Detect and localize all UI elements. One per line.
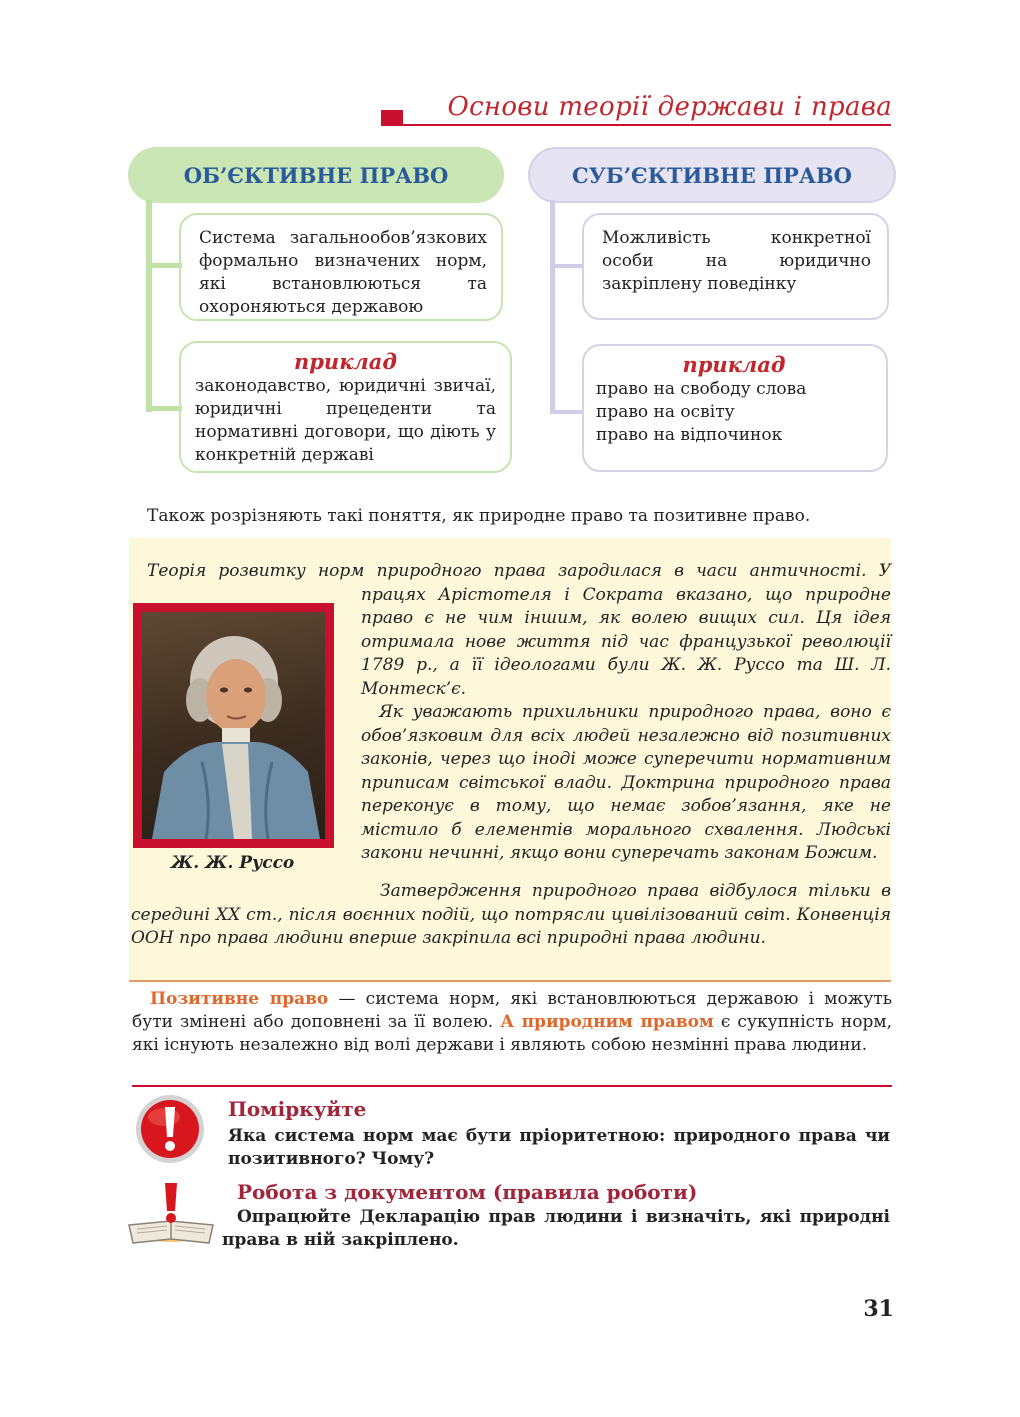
definition-positive-law: — система норм, які встановлюються державою і можуть бути змінені або доповнені за її волею. — [132, 989, 892, 1032]
subjective-tree-vertical — [550, 200, 555, 414]
subjective-tree-branch-1 — [550, 264, 583, 268]
natural-law-text — [361, 584, 891, 866]
term-natural-law: А природним правом — [500, 1012, 714, 1032]
document-work-title: Робота з документом (правила роботи) — [237, 1180, 698, 1204]
natural-law-paragraph-3: Затвердження природного права відбулося тільки в середині XX ст., після воєнних подій, що потрясли цивілізований світ. Конвенція ООН про права людини вперше закріпила всі природні права людини. — [131, 881, 891, 948]
objective-example-title: приклад — [293, 349, 397, 374]
header-rule — [381, 124, 891, 126]
intro-paragraph: Також розрізняють такі поняття, як природне право та позитивне право. — [147, 506, 811, 526]
objective-example-text: законодавство, юридичні звичаї, юридичні прецеденти та нормативні договори, що діють у конкретній державі — [195, 376, 496, 465]
page-number: 31 — [863, 1296, 894, 1322]
natural-law-paragraph-2: Як уважають прихильники природного права, воно є обов’язковим для всіх людей незалежно від позитивних законів, через що іноді може суперечити нормативним приписам світської влади. Доктрина природного права переконує в тому, що немає зобов’язання, яке не містило б елементів морального схвалення. Людські закони нечинні, якщо вони суперечать законам Божим. — [361, 702, 891, 863]
objective-law-heading: ОБ’ЄКТИВНЕ ПРАВО — [128, 147, 504, 203]
definition-natural-law: є сукупність норм, які існують незалежно від волі держави і являють собою незмінні права людини. — [132, 1012, 892, 1055]
subjective-example-box — [582, 344, 888, 472]
definitions-rule — [132, 1085, 892, 1087]
objective-definition-box: Система загальнообов’язкових формально визначених норм, які встановлюються та охороняються державою — [179, 213, 503, 321]
natural-law-box-rule — [129, 980, 891, 982]
rousseau-portrait — [142, 612, 325, 839]
subjective-example-item: право на відпочинок — [596, 425, 783, 445]
definitions-paragraph — [132, 988, 892, 1057]
subjective-example-title: приклад — [682, 352, 786, 377]
think-text: Яка система норм має бути пріоритетною: природного права чи позитивного? Чому? — [228, 1126, 890, 1169]
natural-law-first-line: Теорія розвитку норм природного права зародилася в часи античності. У — [147, 561, 891, 581]
subjective-example-item: право на освіту — [596, 402, 735, 422]
book-exclamation-icon — [125, 1181, 217, 1251]
objective-tree-branch-2 — [146, 406, 182, 411]
document-work-text: Опрацюйте Декларацію прав людини і визначіть, які природні права в ній закріплено. — [222, 1207, 890, 1250]
page-header-title: Основи теорії держави і права — [447, 92, 892, 122]
objective-example-box — [179, 341, 512, 473]
objective-tree-vertical — [146, 200, 152, 412]
exclamation-icon — [134, 1093, 206, 1165]
think-title: Поміркуйте — [228, 1097, 367, 1121]
subjective-tree-branch-2 — [550, 410, 583, 414]
subjective-example-item: право на свободу слова — [596, 379, 807, 399]
portrait-caption: Ж. Ж. Руссо — [171, 853, 295, 873]
natural-law-paragraph-1: працях Арістотеля і Сократа вказано, що природне право є не чим іншим, як волею вищих сил. Ця ідея отримала нове життя під час французької революції 1789 р., а її ідеологами були Ж. Ж. Руссо та Ш. Л. Монтеск’є. — [361, 584, 891, 699]
objective-tree-branch-1 — [146, 263, 182, 268]
subjective-definition-box: Можливість конкретної особи на юридично закріплену поведінку — [582, 213, 889, 320]
term-positive-law: Позитивне право — [150, 989, 329, 1009]
subjective-law-heading: СУБ’ЄКТИВНЕ ПРАВО — [528, 147, 896, 203]
